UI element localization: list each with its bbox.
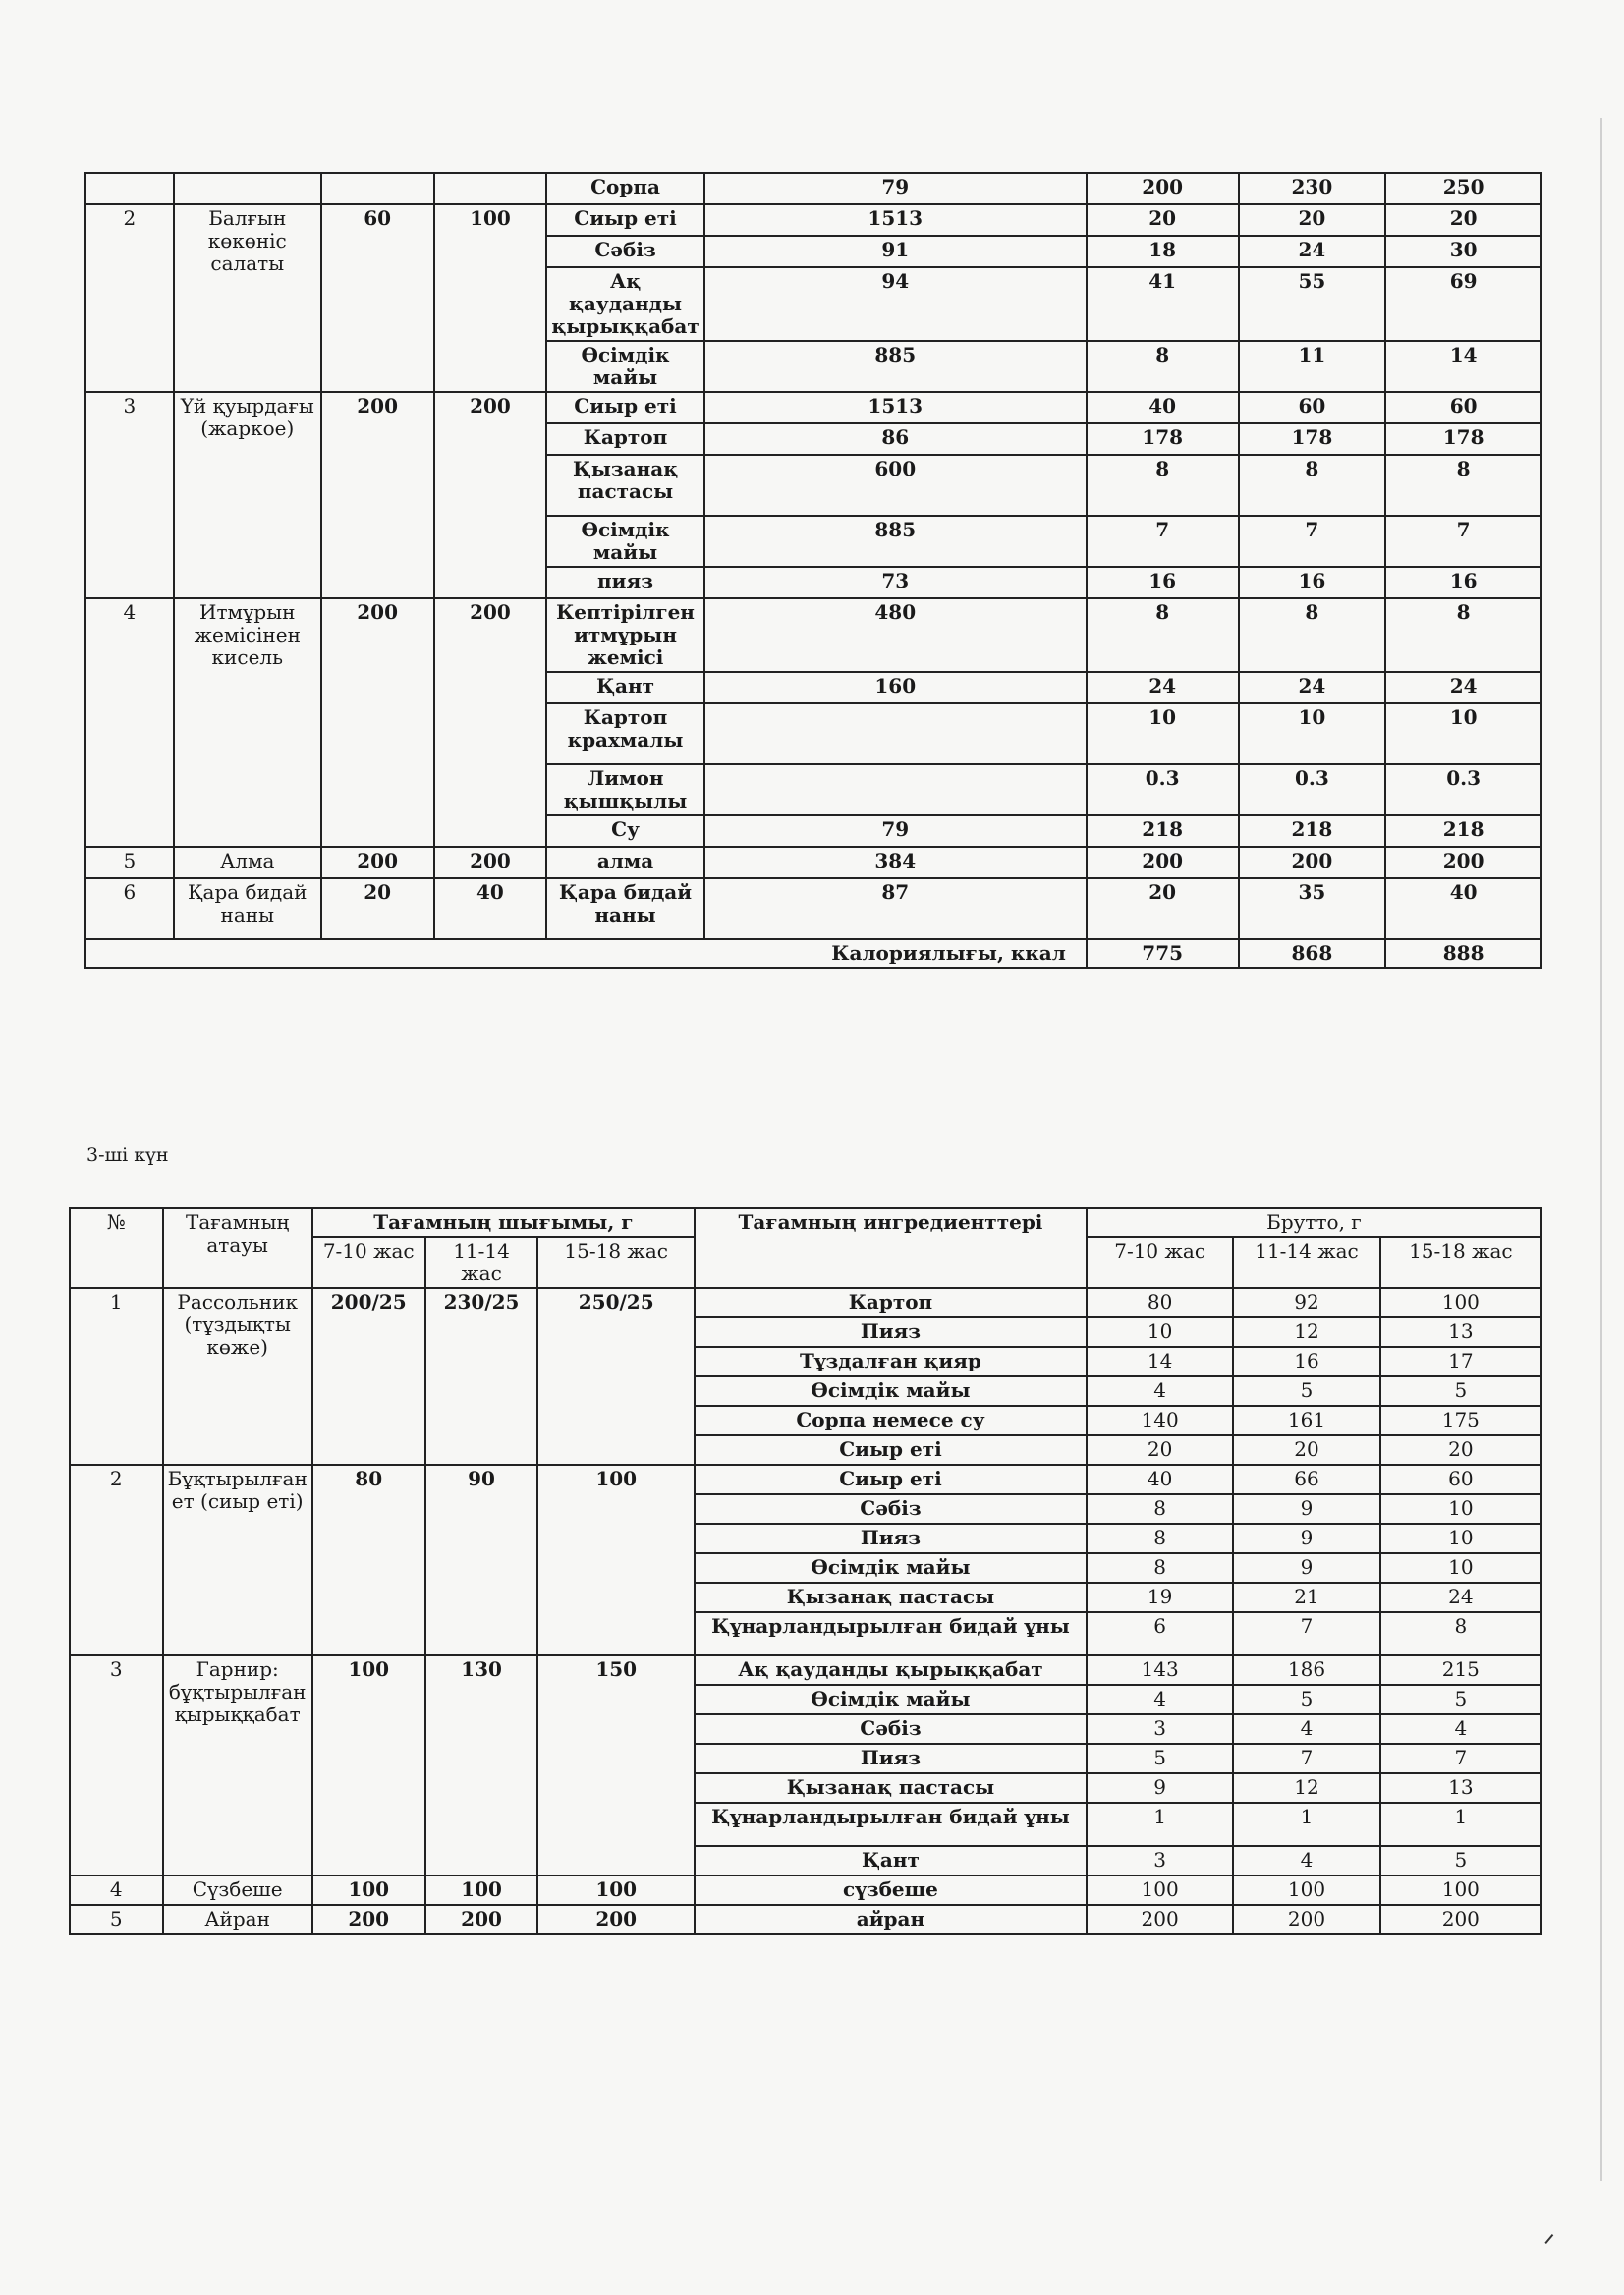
ingredient-grams: 178 [1385,423,1541,455]
ingredient-grams: 9 [1233,1494,1379,1524]
dish-number: 3 [85,392,174,598]
ingredient-grams: 14 [1385,341,1541,392]
ingredient-row [85,878,1541,939]
calorie-value: 868 [1239,939,1386,968]
dish-output [434,173,547,204]
ingredient-name: Пияз [695,1744,1087,1773]
col-gross-11-14: 11-14 жас [1233,1237,1379,1288]
ingredient-grams: 8 [1239,598,1386,672]
ingredient-grams: 250 [1385,173,1541,204]
ingredient-grams: 5 [1380,1846,1541,1875]
ingredient-grams: 5 [1233,1376,1379,1406]
ingredient-name: Тұздалған қияр [695,1347,1087,1376]
ingredient-grams: 16 [1087,567,1239,598]
ingredient-grams: 12 [1233,1773,1379,1803]
ingredient-grams: 8 [1385,598,1541,672]
ingredient-name: Өсімдік майы [695,1553,1087,1583]
ingredient-grams: 100 [1380,1875,1541,1905]
ingredient-name: Пияз [695,1524,1087,1553]
ingredient-grams: 0.3 [1239,764,1386,815]
ingredient-grams: 20 [1087,1435,1233,1465]
dish-name: Гарнир: бұқтырылған қырыққабат [163,1655,312,1875]
dish-name: Айран [163,1905,312,1934]
ingredient-grams: 16 [1239,567,1386,598]
ingredient-kcal: 91 [704,236,1087,267]
ingredient-grams: 8 [1087,341,1239,392]
dish-output: 100 [312,1875,425,1905]
dish-output: 200 [321,598,434,847]
ingredient-grams: 100 [1087,1875,1233,1905]
ingredient-grams: 9 [1087,1773,1233,1803]
dish-name [174,173,321,204]
ingredient-grams: 18 [1087,236,1239,267]
menu-table-day3 [69,1207,1542,1935]
dish-name: Рассольник (тұздықты көже) [163,1288,312,1465]
dish-name: Балғын көкөніс салаты [174,204,321,392]
ingredient-grams: 5 [1233,1685,1379,1714]
ingredient-grams: 0.3 [1087,764,1239,815]
ingredient-grams: 14 [1087,1347,1233,1376]
ingredient-grams: 8 [1087,455,1239,516]
ingredient-name: Қара бидай наны [546,878,703,939]
dish-output: 200 [537,1905,695,1934]
dish-output: 200 [434,847,547,878]
ingredient-grams: 20 [1233,1435,1379,1465]
ingredient-kcal: 94 [704,267,1087,341]
ingredient-grams: 7 [1233,1612,1379,1655]
dish-output: 100 [425,1875,538,1905]
ingredient-grams: 1 [1233,1803,1379,1846]
dish-output: 200/25 [312,1288,425,1465]
ingredient-name: Сәбіз [546,236,703,267]
ingredient-grams: 20 [1087,878,1239,939]
ingredient-row [85,847,1541,878]
dish-output: 230/25 [425,1288,538,1465]
ingredient-kcal: 87 [704,878,1087,939]
ingredient-name: Кептірілген итмұрын жемісі [546,598,703,672]
ingredient-grams: 230 [1239,173,1386,204]
ingredient-grams: 66 [1233,1465,1379,1494]
dish-output: 250/25 [537,1288,695,1465]
ingredient-name: айран [695,1905,1087,1934]
ingredient-grams: 8 [1385,455,1541,516]
ingredient-name: Өсімдік майы [695,1376,1087,1406]
ingredient-grams: 5 [1380,1376,1541,1406]
dish-output: 90 [425,1465,538,1655]
ingredient-row [85,598,1541,672]
ingredient-grams: 24 [1087,672,1239,703]
ingredient-name: сүзбеше [695,1875,1087,1905]
dish-number [85,173,174,204]
ingredient-grams: 41 [1087,267,1239,341]
ingredient-grams: 4 [1087,1685,1233,1714]
ingredient-name: Қант [695,1846,1087,1875]
col-gross: Брутто, г [1087,1208,1541,1237]
ingredient-name: Сиыр еті [695,1465,1087,1494]
ingredient-grams: 19 [1087,1583,1233,1612]
ingredient-name: пияз [546,567,703,598]
ingredient-grams: 35 [1239,878,1386,939]
dish-output: 40 [434,878,547,939]
ingredient-grams: 10 [1087,703,1239,764]
col-age-11-14: 11-14 жас [425,1237,538,1288]
ingredient-name: Қант [546,672,703,703]
ingredient-grams: 60 [1239,392,1386,423]
ingredient-grams: 143 [1087,1655,1233,1685]
dish-output: 100 [434,204,547,392]
ingredient-grams: 6 [1087,1612,1233,1655]
ingredient-name: Қызанақ пастасы [695,1773,1087,1803]
dish-output: 150 [537,1655,695,1875]
menu-table-day3-body [70,1288,1541,1934]
ingredient-grams: 11 [1239,341,1386,392]
ingredient-grams: 12 [1233,1317,1379,1347]
ingredient-grams: 7 [1385,516,1541,567]
dish-number: 6 [85,878,174,939]
dish-output: 60 [321,204,434,392]
dish-output: 130 [425,1655,538,1875]
ingredient-grams: 40 [1385,878,1541,939]
dish-output: 200 [321,847,434,878]
ingredient-grams: 7 [1239,516,1386,567]
ingredient-grams: 1 [1380,1803,1541,1846]
dish-output: 200 [425,1905,538,1934]
ingredient-row [85,173,1541,204]
ingredient-grams: 10 [1380,1494,1541,1524]
dish-number: 3 [70,1655,163,1875]
ingredient-grams: 9 [1233,1553,1379,1583]
ingredient-name: Қызанақ пастасы [546,455,703,516]
ingredient-kcal: 86 [704,423,1087,455]
dish-number: 5 [70,1905,163,1934]
ingredient-row [70,1655,1541,1685]
ingredient-grams: 4 [1087,1376,1233,1406]
col-output: Тағамның шығымы, г [312,1208,695,1237]
dish-number: 5 [85,847,174,878]
ingredient-row [70,1465,1541,1494]
ingredient-row [85,392,1541,423]
ingredient-grams: 140 [1087,1406,1233,1435]
col-dish-name: Тағамның атауы [163,1208,312,1288]
ingredient-grams: 200 [1087,173,1239,204]
col-age-15-18: 15-18 жас [537,1237,695,1288]
ingredient-grams: 200 [1380,1905,1541,1934]
ingredient-name: Пияз [695,1317,1087,1347]
ingredient-grams: 10 [1385,703,1541,764]
ingredient-grams: 8 [1087,1553,1233,1583]
ingredient-name: Құнарландырылған бидай ұны [695,1803,1087,1846]
ingredient-grams: 161 [1233,1406,1379,1435]
dish-number: 4 [85,598,174,847]
ingredient-grams: 10 [1380,1553,1541,1583]
ingredient-grams: 8 [1239,455,1386,516]
calorie-label: Калориялығы, ккал [85,939,1087,968]
dish-output [321,173,434,204]
ingredient-name: Сорпа немесе су [695,1406,1087,1435]
ingredient-grams: 80 [1087,1288,1233,1317]
ingredient-name: Картоп крахмалы [546,703,703,764]
ingredient-row [70,1875,1541,1905]
ingredient-name: Сорпа [546,173,703,204]
ingredient-name: алма [546,847,703,878]
col-age-7-10: 7-10 жас [312,1237,425,1288]
ingredient-row [70,1288,1541,1317]
col-number: № [70,1208,163,1288]
ingredient-grams: 200 [1385,847,1541,878]
ingredient-grams: 4 [1233,1846,1379,1875]
ingredient-name: Сиыр еті [546,204,703,236]
signature-mark: ᐟ [1543,2228,1555,2261]
ingredient-name: Картоп [546,423,703,455]
ingredient-grams: 7 [1087,516,1239,567]
ingredient-kcal: 160 [704,672,1087,703]
dish-name: Итмұрын жемісінен кисель [174,598,321,847]
dish-output: 100 [537,1465,695,1655]
ingredient-kcal: 600 [704,455,1087,516]
ingredient-kcal [704,764,1087,815]
ingredient-grams: 8 [1087,1524,1233,1553]
ingredient-grams: 200 [1087,1905,1233,1934]
ingredient-grams: 20 [1087,204,1239,236]
ingredient-name: Құнарландырылған бидай ұны [695,1612,1087,1655]
ingredient-grams: 92 [1233,1288,1379,1317]
ingredient-grams: 100 [1380,1288,1541,1317]
ingredient-kcal: 384 [704,847,1087,878]
dish-output: 200 [434,598,547,847]
ingredient-grams: 178 [1087,423,1239,455]
ingredient-name: Өсімдік майы [546,516,703,567]
calorie-value: 775 [1087,939,1239,968]
ingredient-grams: 218 [1385,815,1541,847]
ingredient-grams: 20 [1239,204,1386,236]
ingredient-name: Су [546,815,703,847]
dish-output: 20 [321,878,434,939]
ingredient-name: Қызанақ пастасы [695,1583,1087,1612]
ingredient-grams: 40 [1087,392,1239,423]
ingredient-grams: 200 [1239,847,1386,878]
dish-output: 100 [537,1875,695,1905]
ingredient-grams: 55 [1239,267,1386,341]
ingredient-grams: 24 [1239,672,1386,703]
ingredient-grams: 10 [1087,1317,1233,1347]
ingredient-name: Картоп [695,1288,1087,1317]
calorie-row [85,939,1541,968]
ingredient-grams: 0.3 [1385,764,1541,815]
ingredient-grams: 7 [1233,1744,1379,1773]
ingredient-kcal: 1513 [704,204,1087,236]
ingredient-grams: 60 [1385,392,1541,423]
ingredient-name: Лимон қышқылы [546,764,703,815]
ingredient-row [85,204,1541,236]
ingredient-kcal: 480 [704,598,1087,672]
ingredient-kcal [704,703,1087,764]
ingredient-grams: 186 [1233,1655,1379,1685]
ingredient-grams: 20 [1380,1435,1541,1465]
dish-output: 200 [434,392,547,598]
dish-name: Алма [174,847,321,878]
ingredient-grams: 178 [1239,423,1386,455]
scan-edge [1600,118,1602,2181]
ingredient-name: Өсімдік майы [695,1685,1087,1714]
dish-name: Бұқтырылған ет (сиыр еті) [163,1465,312,1655]
menu-table-day2-body [85,173,1541,939]
col-ingredients: Тағамның ингредиенттері [695,1208,1087,1288]
dish-number: 4 [70,1875,163,1905]
ingredient-grams: 8 [1380,1612,1541,1655]
ingredient-grams: 16 [1233,1347,1379,1376]
col-gross-7-10: 7-10 жас [1087,1237,1233,1288]
dish-output: 200 [321,392,434,598]
ingredient-grams: 218 [1239,815,1386,847]
dish-number: 2 [85,204,174,392]
day-heading: 3-ші күн [86,1145,169,1166]
ingredient-name: Сиыр еті [546,392,703,423]
ingredient-kcal: 885 [704,341,1087,392]
ingredient-grams: 13 [1380,1773,1541,1803]
ingredient-grams: 16 [1385,567,1541,598]
ingredient-kcal: 79 [704,815,1087,847]
ingredient-grams: 5 [1380,1685,1541,1714]
ingredient-grams: 8 [1087,598,1239,672]
ingredient-grams: 10 [1239,703,1386,764]
ingredient-row [70,1905,1541,1934]
ingredient-kcal: 885 [704,516,1087,567]
ingredient-kcal: 73 [704,567,1087,598]
ingredient-grams: 24 [1239,236,1386,267]
dish-output: 200 [312,1905,425,1934]
dish-output: 80 [312,1465,425,1655]
ingredient-grams: 7 [1380,1744,1541,1773]
col-gross-15-18: 15-18 жас [1380,1237,1541,1288]
ingredient-grams: 20 [1385,204,1541,236]
ingredient-grams: 218 [1087,815,1239,847]
ingredient-grams: 21 [1233,1583,1379,1612]
dish-name: Үй қуырдағы (жаркое) [174,392,321,598]
ingredient-grams: 17 [1380,1347,1541,1376]
ingredient-grams: 200 [1233,1905,1379,1934]
ingredient-grams: 8 [1087,1494,1233,1524]
ingredient-grams: 60 [1380,1465,1541,1494]
ingredient-grams: 40 [1087,1465,1233,1494]
ingredient-name: Ақ қауданды қырыққабат [546,267,703,341]
ingredient-grams: 10 [1380,1524,1541,1553]
ingredient-grams: 3 [1087,1846,1233,1875]
dish-name: Қара бидай наны [174,878,321,939]
ingredient-grams: 24 [1385,672,1541,703]
ingredient-grams: 215 [1380,1655,1541,1685]
ingredient-grams: 69 [1385,267,1541,341]
ingredient-name: Өсімдік майы [546,341,703,392]
ingredient-grams: 4 [1380,1714,1541,1744]
ingredient-grams: 3 [1087,1714,1233,1744]
ingredient-grams: 100 [1233,1875,1379,1905]
ingredient-grams: 13 [1380,1317,1541,1347]
ingredient-grams: 4 [1233,1714,1379,1744]
ingredient-grams: 1 [1087,1803,1233,1846]
ingredient-grams: 24 [1380,1583,1541,1612]
ingredient-name: Сәбіз [695,1494,1087,1524]
calorie-value: 888 [1385,939,1541,968]
dish-number: 2 [70,1465,163,1655]
ingredient-kcal: 79 [704,173,1087,204]
dish-output: 100 [312,1655,425,1875]
dish-number: 1 [70,1288,163,1465]
ingredient-grams: 30 [1385,236,1541,267]
ingredient-name: Сиыр еті [695,1435,1087,1465]
ingredient-grams: 5 [1087,1744,1233,1773]
menu-table-day2 [84,172,1542,969]
ingredient-grams: 175 [1380,1406,1541,1435]
dish-name: Сүзбеше [163,1875,312,1905]
ingredient-name: Сәбіз [695,1714,1087,1744]
ingredient-name: Ақ қауданды қырыққабат [695,1655,1087,1685]
ingredient-grams: 9 [1233,1524,1379,1553]
ingredient-grams: 200 [1087,847,1239,878]
ingredient-kcal: 1513 [704,392,1087,423]
header-row [70,1208,1541,1237]
